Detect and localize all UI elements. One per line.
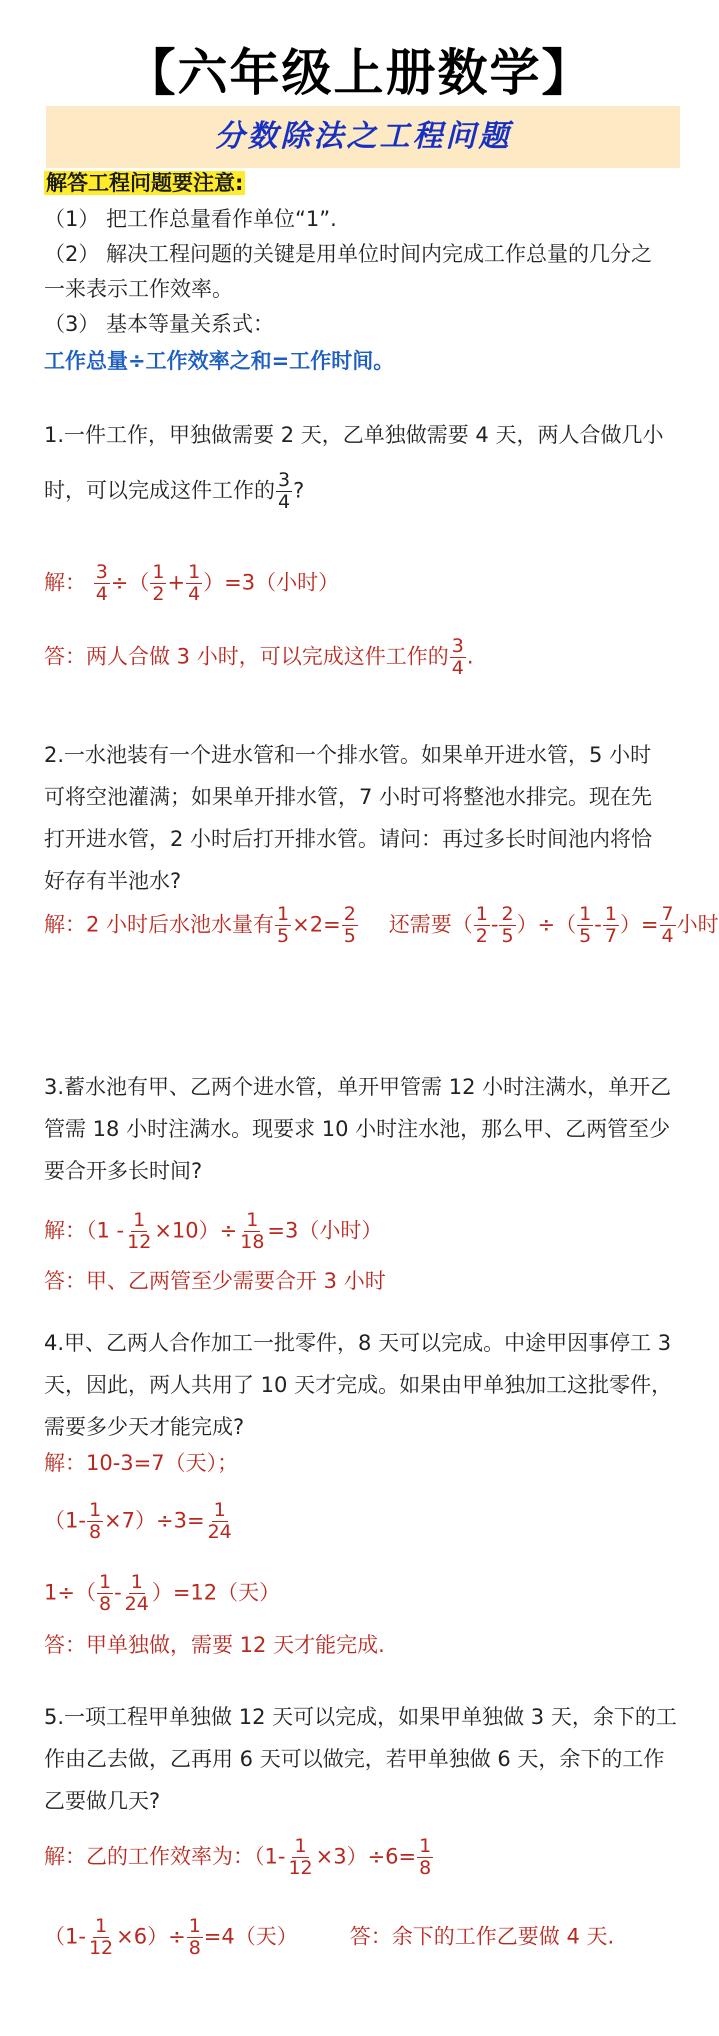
p5-fraction-b	[417, 1836, 433, 1879]
subtitle-text: 分数除法之工程问题	[214, 119, 512, 154]
p4-s3-text1: 1÷（	[44, 1580, 96, 1605]
p4-fraction-d	[123, 1572, 151, 1615]
fraction-denominator: 12	[127, 1231, 152, 1253]
fraction-numerator: 1	[579, 903, 592, 925]
fraction-numerator: 1	[98, 1571, 112, 1593]
fraction-numerator: 3	[278, 469, 291, 491]
p2-solution-text1: ×2=	[292, 912, 341, 937]
plus-sign: +	[167, 570, 186, 595]
p5-solution-text1: ×3）÷6=	[315, 1844, 417, 1869]
minus-sign: -	[114, 1580, 122, 1605]
fraction-denominator: 2	[152, 583, 165, 605]
p5-fraction-c	[87, 1916, 115, 1959]
fraction-numerator: 1	[294, 1835, 307, 1857]
p3-solution	[44, 1210, 382, 1253]
p4-solution-line2	[44, 1500, 235, 1543]
p4-s2-text2: ×7）÷3=	[104, 1508, 205, 1533]
fraction-denominator: 7	[604, 925, 617, 947]
fraction-denominator: 2	[475, 925, 488, 947]
fraction-denominator: 4	[95, 583, 108, 605]
p2-solution-text3: ）÷（	[516, 912, 577, 937]
p2-fraction-e	[577, 904, 593, 947]
fraction-numerator: 1	[188, 561, 201, 583]
p5-fraction-d	[187, 1916, 203, 1959]
fraction-denominator: 5	[501, 925, 514, 947]
solution-prefix: 解：2 小时后水池水量有	[44, 912, 275, 937]
p1-question-fraction	[276, 470, 292, 513]
fraction-denominator: 8	[419, 1857, 432, 1879]
p1-answer	[44, 636, 474, 679]
p2-solution	[44, 904, 719, 947]
p5-question-line3: 乙要做几天?	[44, 1789, 161, 1813]
p3-fraction-a	[125, 1210, 153, 1253]
p2-fraction-c	[474, 904, 490, 947]
note-item-3: （3） 基本等量关系式：	[44, 312, 275, 336]
p4-solution-line1: 解：10-3=7（天）；	[44, 1451, 239, 1475]
note-item-2-line2: 一来表示工作效率。	[44, 277, 233, 301]
p4-fraction-c	[97, 1572, 113, 1615]
minus-sign: -	[594, 912, 602, 937]
p4-question-line2: 天，因此，两人共用了 10 天才完成。如果由甲单独加工这批零件，	[44, 1373, 673, 1397]
p1-solution-text2: ）=3（小时）	[203, 570, 340, 595]
p2-fraction-b	[342, 904, 358, 947]
fraction-denominator: 5	[277, 925, 290, 947]
fraction-denominator: 4	[661, 925, 674, 947]
fraction-numerator: 1	[246, 1209, 259, 1231]
fraction-denominator: 12	[88, 1937, 114, 1959]
p4-question-line3: 需要多少天才能完成?	[44, 1415, 245, 1439]
notes-heading	[44, 168, 245, 198]
p1-fraction-a	[94, 562, 110, 605]
p4-solution-line3	[44, 1572, 280, 1615]
fraction-numerator: 1	[152, 561, 165, 583]
note-item-2-line1: （2） 解决工程问题的关键是用单位时间内完成工作总量的几分之	[44, 242, 653, 266]
p2-fraction-d	[499, 904, 515, 947]
key-formula: 工作总量÷工作效率之和=工作时间。	[44, 349, 395, 373]
fraction-denominator: 5	[579, 925, 592, 947]
fraction-numerator: 1	[88, 1499, 102, 1521]
p5-question-line2: 作由乙去做，乙再用 6 天可以做完，若甲单独做 6 天，余下的工作	[44, 1747, 665, 1771]
fraction-numerator: 1	[95, 1915, 108, 1937]
fraction-numerator: 1	[475, 903, 488, 925]
p2-fraction-a	[275, 904, 291, 947]
fraction-denominator: 8	[98, 1593, 112, 1615]
p1-fraction-b	[150, 562, 166, 605]
p2-solution-text4: ）=	[619, 912, 659, 937]
fraction-denominator: 8	[88, 1521, 102, 1543]
fraction-denominator: 24	[124, 1593, 149, 1615]
p4-s2-text1: （1-	[44, 1508, 86, 1533]
p1-answer-fraction	[450, 636, 466, 679]
fraction-numerator: 1	[277, 903, 290, 925]
fraction-denominator: 8	[188, 1937, 201, 1959]
p2-fraction-f	[603, 904, 619, 947]
solution-prefix: 解：	[44, 570, 86, 595]
p2-question-line2: 可将空池灌满；如果单开排水管，7 小时可将整池水排完。现在先	[44, 785, 653, 809]
p2-solution-text5: 小时	[676, 912, 719, 937]
p3-solution-text1: ×10）÷	[154, 1218, 238, 1243]
fraction-denominator: 5	[343, 925, 356, 947]
p3-question-line1: 3.蓄水池有甲、乙两个进水管，单开甲管需 12 小时注满水，单开乙	[44, 1075, 672, 1099]
p2-question-line1: 2.一水池装有一个进水管和一个排水管。如果单开进水管，5 小时	[44, 743, 652, 767]
fraction-numerator: 2	[343, 903, 356, 925]
p1-solution	[44, 562, 339, 605]
solution-prefix: 解：（1 -	[44, 1218, 125, 1243]
p2-question-line3: 打开进水管，2 小时后打开排水管。请问：再过多长时间池内将恰	[44, 827, 653, 851]
fraction-denominator: 4	[451, 657, 464, 679]
fraction-numerator: 3	[451, 635, 464, 657]
p1-answer-end: .	[466, 644, 474, 669]
p5-s2-text2: ×6）÷	[116, 1924, 186, 1949]
fraction-numerator: 3	[95, 561, 108, 583]
p1-solution-text1: ÷（	[110, 570, 150, 595]
p1-question-text: 时，可以完成这件工作的	[44, 478, 275, 503]
fraction-denominator: 4	[188, 583, 201, 605]
p4-s3-text2: ）=12（天）	[151, 1580, 281, 1605]
fraction-numerator: 1	[419, 1835, 432, 1857]
page-title: 【六年级上册数学】	[125, 43, 594, 102]
fraction-numerator: 1	[213, 1499, 226, 1521]
p5-answer: 答：余下的工作乙要做 4 天.	[349, 1924, 615, 1949]
subtitle-banner	[46, 106, 680, 168]
fraction-numerator: 1	[188, 1915, 201, 1937]
fraction-numerator: 1	[130, 1571, 143, 1593]
fraction-denominator: 12	[288, 1857, 313, 1879]
p1-question-line1: 1.一件工作，甲独做需要 2 天，乙单独做需要 4 天，两人合做几小	[44, 423, 664, 447]
p1-fraction-c	[186, 562, 202, 605]
p1-question-line2	[44, 470, 304, 513]
p1-answer-text: 答：两人合做 3 小时，可以完成这件工作的	[44, 644, 449, 669]
note-item-1: （1） 把工作总量看作单位“1”.	[44, 207, 337, 231]
p2-solution-text2: 还需要（	[388, 912, 473, 937]
p4-question-line1: 4.甲、乙两人合作加工一批零件，8 天可以完成。中途甲因事停工 3	[44, 1331, 672, 1355]
notes-heading-text: 解答工程问题要注意:	[46, 171, 244, 195]
fraction-numerator: 7	[661, 903, 674, 925]
fraction-denominator: 18	[240, 1231, 265, 1253]
fraction-denominator: 4	[278, 491, 291, 513]
p3-solution-text2: =3（小时）	[267, 1218, 383, 1243]
p5-s2-text3: =4（天）	[203, 1924, 298, 1949]
minus-sign: -	[490, 912, 499, 937]
solution-prefix: 解：乙的工作效率为：（1-	[44, 1844, 286, 1869]
p1-question-end: ?	[293, 478, 305, 503]
p4-fraction-b	[206, 1500, 234, 1543]
p5-s2-text1: （1-	[44, 1924, 86, 1949]
p5-solution-line1	[44, 1836, 434, 1879]
fraction-numerator: 1	[133, 1209, 146, 1231]
p4-fraction-a	[87, 1500, 103, 1543]
fraction-numerator: 1	[604, 903, 617, 925]
p5-fraction-a	[286, 1836, 314, 1879]
fraction-numerator: 2	[501, 903, 514, 925]
p5-solution-line2	[44, 1916, 614, 1959]
p3-answer: 答：甲、乙两管至少需要合开 3 小时	[44, 1269, 386, 1293]
p5-question-line1: 5.一项工程甲单独做 12 天可以完成，如果甲单独做 3 天，余下的工	[44, 1705, 677, 1729]
p2-question-line4: 好存有半池水?	[44, 869, 182, 893]
p4-answer: 答：甲单独做，需要 12 天才能完成.	[44, 1633, 385, 1657]
fraction-denominator: 24	[207, 1521, 232, 1543]
p3-question-line2: 管需 18 小时注满水。现要求 10 小时注水池，那么甲、乙两管至少	[44, 1117, 671, 1141]
p3-fraction-b	[238, 1210, 266, 1253]
p2-fraction-g	[660, 904, 676, 947]
p3-question-line3: 要合开多长时间?	[44, 1159, 203, 1183]
